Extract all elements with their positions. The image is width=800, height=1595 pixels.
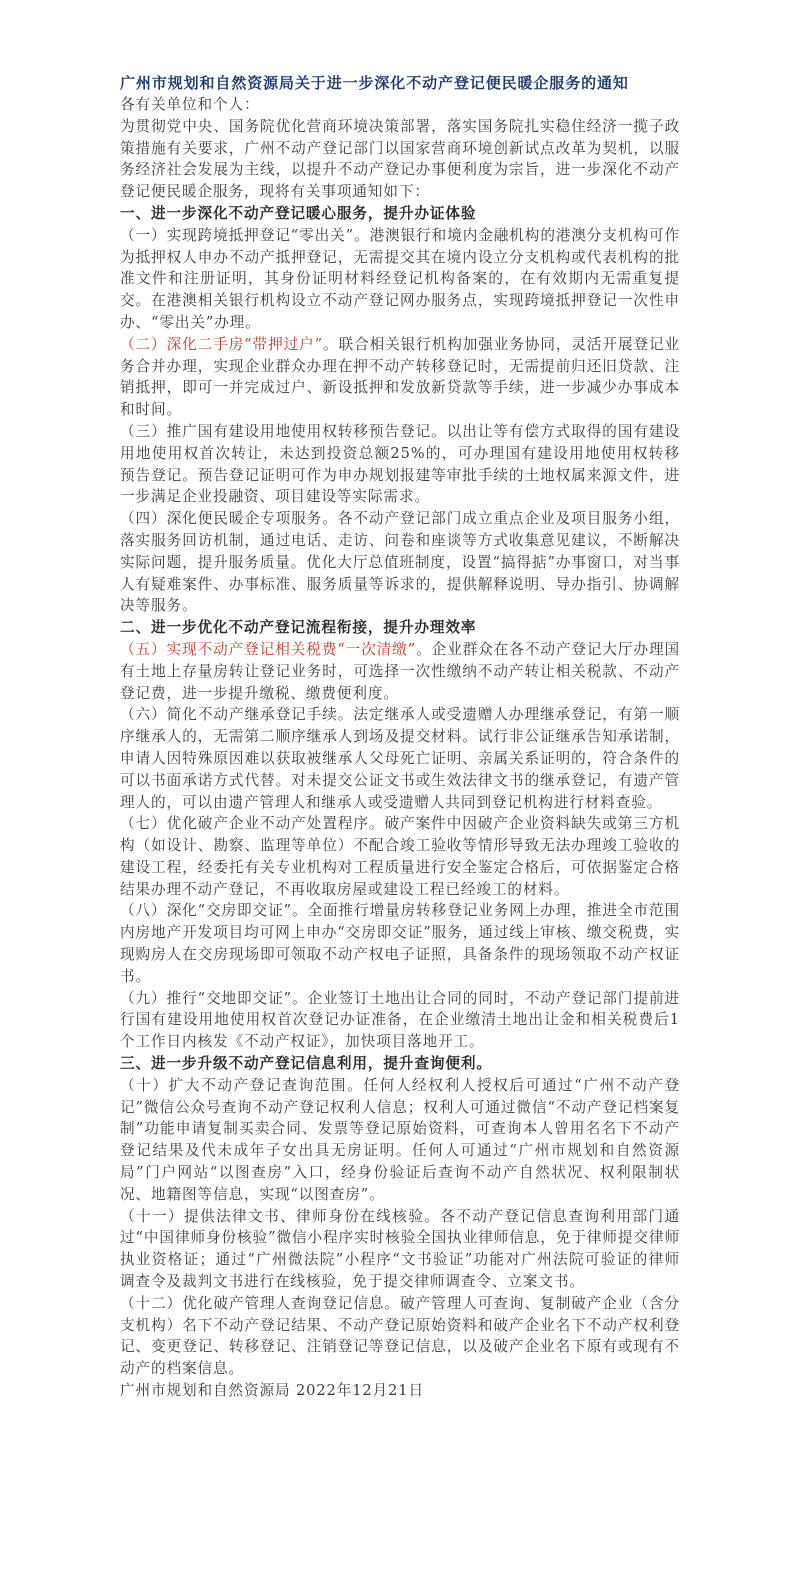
item-5 [120, 639, 680, 704]
document-title: 广州市规划和自然资源局关于进一步深化不动产登记便民暖企服务的通知 [120, 74, 629, 92]
item-5-highlight: （五）实现不动产登记相关税费“一次清缴” [120, 640, 417, 658]
item-10: （十）扩大不动产登记查询范围。任何人经权利人授权后可通过“广州不动产登记”微信公众号查询不动产登记权利人信息；权利人可通过微信“不动产登记档案复制”功能申请复制买卖合同、发票等登记原始资料，可查询本人曾用名名下不动产登记结果及代未成年子女出具无房证明。任何人可通过“广州市规划和自然资源局”门户网站“以图查房”入口，经身份验证后查询不动产自然状况、权利限制状况、地籍图等信息，实现“以图查房”。 [120, 1076, 680, 1203]
section-3-heading: 三、进一步升级不动产登记信息利用，提升查询便利。 [120, 1055, 492, 1073]
item-6: （六）简化不动产继承登记手续。法定继承人或受遗赠人办理继承登记，有第一顺序继承人的，无需第二顺序继承人到场及提交材料。试行非公证继承告知承诺制，申请人因特殊原因难以获取被继承人父母死亡证明、亲属关系证明的，符合条件的可以书面承诺方式代替。对未提交公证文书或生效法律文书的继承登记，有遗产管理人的，可以由遗产管理人和继承人或受遗赠人共同到登记机构进行材料查验。 [120, 706, 680, 811]
notice-document [120, 72, 680, 1402]
item-8: （八）深化“交房即交证”。全面推行增量房转移登记业务网上办理，推进全市范围内房地产开发项目均可网上申办“交房即交证”服务，通过线上审核、缴交税费，实现购房人在交房现场即可领取不动产权电子证照，具备条件的现场领取不动产权证书。 [120, 902, 680, 985]
item-2 [120, 334, 680, 421]
item-12: （十二）优化破产管理人查询登记信息。破产管理人可查询、复制破产企业（含分支机构）名下不动产登记结果、不动产登记原始资料和破产企业名下不动产权利登记、变更登记、转移登记、注销登记等登记信息，以及破产企业名下原有或现有不动产的档案信息。 [120, 1294, 680, 1378]
section-2-heading: 二、进一步优化不动产登记流程衔接，提升办理效率 [120, 619, 477, 637]
item-3: （三）推广国有建设用地使用权转移预告登记。以出让等有偿方式取得的国有建设用地使用权首次转让，未达到投资总额25%的，可办理国有建设用地使用权转移预告登记。预告登记证明可作为申办规划报建等审批手续的土地权属来源文件，进一步满足企业投融资、项目建设等实际需求。 [120, 422, 680, 506]
item-9: （九）推行“交地即交证”。企业签订土地出让合同的同时，不动产登记部门提前进行国有建设用地使用权首次登记办证准备，在企业缴清土地出让金和相关税费后1个工作日内核发《不动产权证》，加快项目落地开工。 [120, 989, 680, 1051]
item-2-highlight: （二）深化二手房“带押过户” [120, 335, 324, 353]
signature-line: 广州市规划和自然资源局 2022年12月21日 [120, 1382, 424, 1400]
item-5-body: 。企业群众在各不动产登记大厅办理国有土地上存量房转让登记业务时，可选择一次性缴纳不动产转让相关税款、不动产登记费，进一步提升缴税、缴费便利度。 [120, 640, 680, 702]
greeting: 各有关单位和个人： [120, 96, 260, 113]
item-11: （十一）提供法律文书、律师身份在线核验。各不动产登记信息查询利用部门通过“中国律师身份核验”微信小程序实时核验全国执业律师信息，免于律师提交律师执业资格证；通过“广州微法院”小程序“文书验证”功能对广州法院可验证的律师调查令及裁判文书进行在线核验，免于提交律师调查令、立案文书。 [120, 1207, 680, 1291]
item-2-body: 。联合相关银行机构加强业务协同，灵活开展登记业务合并办理，实现企业群众办理在押不动产转移登记时，无需提前归还旧贷款、注销抵押，即可一并完成过户、新设抵押和发放新贷款等手续，进一步减少办事成本和时间。 [120, 335, 681, 419]
item-7: （七）优化破产企业不动产处置程序。破产案件中因破产企业资料缺失或第三方机构（如设计、勘察、监理等单位）不配合竣工验收等情形导致无法办理竣工验收的建设工程，经委托有关专业机构对工程质量进行安全鉴定合格后，可依据鉴定合格结果办理不动产登记，不再收取房屋或建设工程已经竣工的材料。 [120, 815, 680, 898]
item-4: （四）深化便民暖企专项服务。各不动产登记部门成立重点企业及项目服务小组，落实服务回访机制，通过电话、走访、问卷和座谈等方式收集意见建议，不断解决实际问题，提升服务质量。优化大厅总值班制度，设置“搞得掂”办事窗口，对当事人有疑难案件、办事标准、服务质量等诉求的，提供解释说明、导办指引、协调解决等服务。 [120, 510, 680, 615]
section-1-heading: 一、进一步深化不动产登记暖心服务，提升办证体验 [120, 204, 477, 222]
intro-paragraph: 为贯彻党中央、国务院优化营商环境决策部署，落实国务院扎实稳住经济一揽子政策措施有关要求，广州不动产登记部门以国家营商环境创新试点改革为契机，以服务经济社会发展为主线，以提升不动产登记办事便利度为宗旨，进一步深化不动产登记便民暖企服务，现将有关事项通知如下： [120, 117, 680, 201]
item-1: （一）实现跨境抵押登记“零出关”。港澳银行和境内金融机构的港澳分支机构可作为抵押权人申办不动产抵押登记，无需提交其在境内设立分支机构或代表机构的批准文件和注册证明，其身份证明材料经登记机构备案的，在有效期内无需重复提交。在港澳相关银行机构设立不动产登记网办服务点，实现跨境抵押登记一次性申办、“零出关”办理。 [120, 226, 680, 331]
